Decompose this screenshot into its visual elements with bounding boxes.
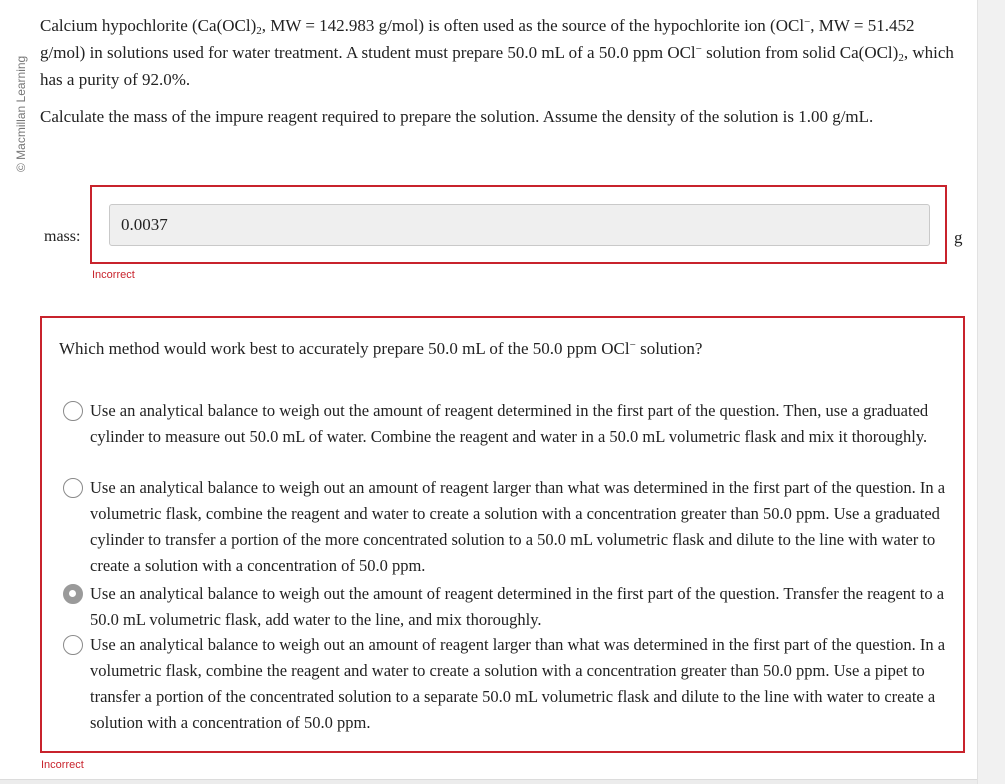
method-option-3[interactable]	[62, 581, 950, 633]
radio-button-2[interactable]	[63, 478, 83, 498]
method-option-3-text: Use an analytical balance to weigh out the amount of reagent determined in the first part of the question. Transfer the reagent to a 50.0 mL volumetric flask, add water to the line, and mix thoroughly.	[90, 584, 945, 629]
method-option-4-text: Use an analytical balance to weigh out an amount of reagent larger than what was determined in the first part of the question. In a volumetric flask, combine the reagent and water to create a solution with a concentration greater than 50.0 ppm. Use a pipet to transfer a portion of the concentrated solution to a separate 50.0 mL volumetric flask and dilute to the line with water to create a solution with a concentration of 50.0 ppm.	[90, 635, 946, 732]
method-option-2[interactable]	[62, 475, 950, 579]
problem-paragraph-1: Calcium hypochlorite ($Ca(OCl)_2$, MW = 142.983 g/mol) is often used as the source of the hypochlorite ion (OCl−, MW = 51.452 g/mol) in solutions used for water treatment. A student must prepare 50.0 mL of a 50.0 ppm OCl− solution from solid $Ca(OCl)_2$, which has a purity of 92.0%.	[40, 16, 954, 89]
right-scroll-gutter	[977, 0, 1005, 784]
method-option-1[interactable]	[62, 398, 950, 450]
method-option-2-text: Use an analytical balance to weigh out an amount of reagent larger than what was determined in the first part of the question. In a volumetric flask, combine the reagent and water to create a solution with a concentration greater than 50.0 ppm. Use a graduated cylinder to transfer a portion of the more concentrated solution to a 50.0 mL volumetric flask and dilute to the line with water to create a solution with a concentration of 50.0 ppm.	[90, 478, 946, 575]
bottom-edge	[0, 779, 977, 784]
mass-answer-container	[90, 185, 947, 264]
part2-status: Incorrect	[41, 759, 84, 771]
radio-button-4[interactable]	[63, 635, 83, 655]
problem-statement	[40, 12, 960, 140]
mass-unit: g	[954, 228, 963, 247]
method-question-container	[40, 316, 965, 753]
copyright-watermark	[4, 0, 28, 180]
copyright-text: © Macmillan Learning	[14, 55, 28, 172]
method-option-1-text: Use an analytical balance to weigh out the amount of reagent determined in the first part of the question. Then, use a graduated cylinder to measure out 50.0 mL of water. Combine the reagent and water in a 50.0 mL volumetric flask and mix it thoroughly.	[90, 401, 929, 446]
method-question-text: Which method would work best to accurately prepare 50.0 mL of the 50.0 ppm OCl− solution?	[59, 339, 703, 358]
part1-status: Incorrect	[92, 269, 135, 281]
radio-button-1[interactable]	[63, 401, 83, 421]
radio-button-3-selected[interactable]	[63, 584, 83, 604]
mass-input[interactable]	[109, 204, 930, 246]
mass-label: mass:	[44, 228, 81, 245]
method-option-4[interactable]	[62, 632, 950, 736]
problem-paragraph-2: Calculate the mass of the impure reagent required to prepare the solution. Assume the density of the solution is 1.00 g/mL.	[40, 107, 874, 126]
